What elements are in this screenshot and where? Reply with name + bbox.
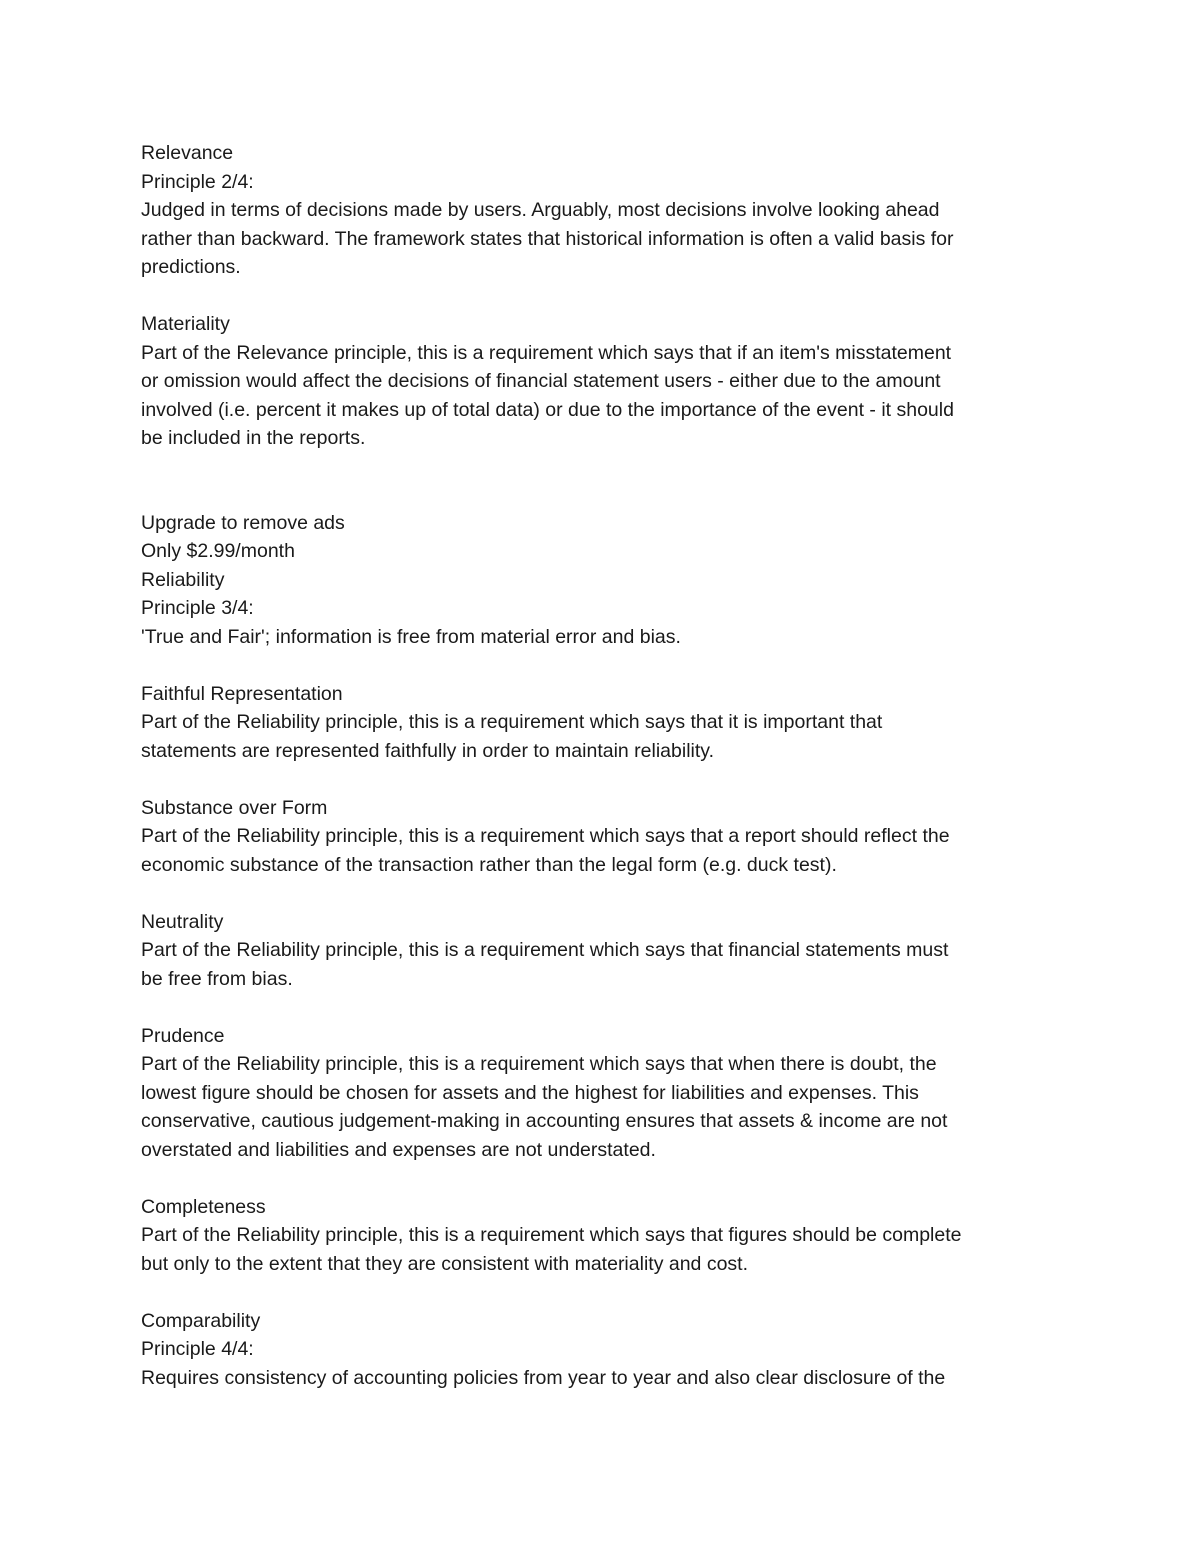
section-heading: Neutrality	[141, 910, 224, 933]
principle-label: Principle 2/4:	[141, 170, 254, 193]
body-text: lowest figure should be chosen for assets and the highest for liabilities and expenses. This	[141, 1081, 919, 1104]
spacer	[141, 879, 1061, 908]
section-prudence	[141, 1022, 1061, 1165]
body-text: Part of the Relevance principle, this is a requirement which says that if an item's misstatement	[141, 341, 952, 364]
section-heading: Reliability	[141, 568, 225, 591]
body-text: Part of the Reliability principle, this is a requirement which says that when there is doubt, the	[141, 1053, 937, 1075]
section-heading: Prudence	[141, 1024, 225, 1047]
section-faithful-representation	[141, 680, 1061, 766]
spacer	[141, 651, 1061, 680]
spacer	[141, 765, 1061, 794]
section-heading: Materiality	[141, 313, 230, 335]
spacer	[141, 282, 1061, 311]
body-text: overstated and liabilities and expenses are not understated.	[141, 1138, 656, 1161]
upgrade-ad-text: Upgrade to remove ads	[141, 511, 345, 534]
section-heading: Faithful Representation	[141, 682, 343, 705]
principle-label: Principle 4/4:	[141, 1338, 254, 1360]
body-text: but only to the extent that they are consistent with materiality and cost.	[141, 1252, 748, 1275]
section-heading: Relevance	[141, 142, 234, 164]
ad-price-text: Only $2.99/month	[141, 540, 295, 562]
document-page	[141, 139, 1061, 1392]
body-text: or omission would affect the decisions of financial statement users - either due to the amount	[141, 370, 941, 392]
section-relevance	[141, 139, 1061, 282]
section-comparability	[141, 1307, 1061, 1393]
section-completeness	[141, 1193, 1061, 1279]
body-text: conservative, cautious judgement-making in accounting ensures that assets & income are not	[141, 1110, 948, 1132]
section-heading: Substance over Form	[141, 796, 328, 819]
body-text: be included in the reports.	[141, 427, 366, 449]
section-heading: Completeness	[141, 1195, 266, 1218]
body-text: rather than backward. The framework states that historical information is often a valid basis for	[141, 227, 954, 250]
spacer	[141, 453, 1061, 509]
body-text: Part of the Reliability principle, this is a requirement which says that financial statements must	[141, 939, 949, 961]
section-neutrality	[141, 908, 1061, 994]
body-text: 'True and Fair'; information is free from material error and bias.	[141, 625, 681, 648]
body-text: be free from bias.	[141, 967, 293, 990]
body-text: involved (i.e. percent it makes up of total data) or due to the importance of the event - it should	[141, 398, 954, 421]
spacer	[141, 1164, 1061, 1193]
body-text: Part of the Reliability principle, this is a requirement which says that figures should be complete	[141, 1224, 962, 1246]
spacer	[141, 993, 1061, 1022]
body-text: Requires consistency of accounting policies from year to year and also clear disclosure of the	[141, 1366, 946, 1389]
body-text: Judged in terms of decisions made by users. Arguably, most decisions involve looking ahead	[141, 199, 940, 221]
spacer	[141, 1278, 1061, 1307]
section-heading: Comparability	[141, 1309, 261, 1332]
body-text: predictions.	[141, 256, 241, 278]
body-text: economic substance of the transaction rather than the legal form (e.g. duck test).	[141, 853, 837, 876]
body-text: statements are represented faithfully in order to maintain reliability.	[141, 739, 715, 762]
section-reliability	[141, 509, 1061, 652]
section-substance-over-form	[141, 794, 1061, 880]
principle-label: Principle 3/4:	[141, 597, 254, 619]
body-text: Part of the Reliability principle, this is a requirement which says that it is important that	[141, 711, 883, 733]
body-text: Part of the Reliability principle, this is a requirement which says that a report should reflect the	[141, 825, 950, 847]
section-materiality	[141, 310, 1061, 453]
